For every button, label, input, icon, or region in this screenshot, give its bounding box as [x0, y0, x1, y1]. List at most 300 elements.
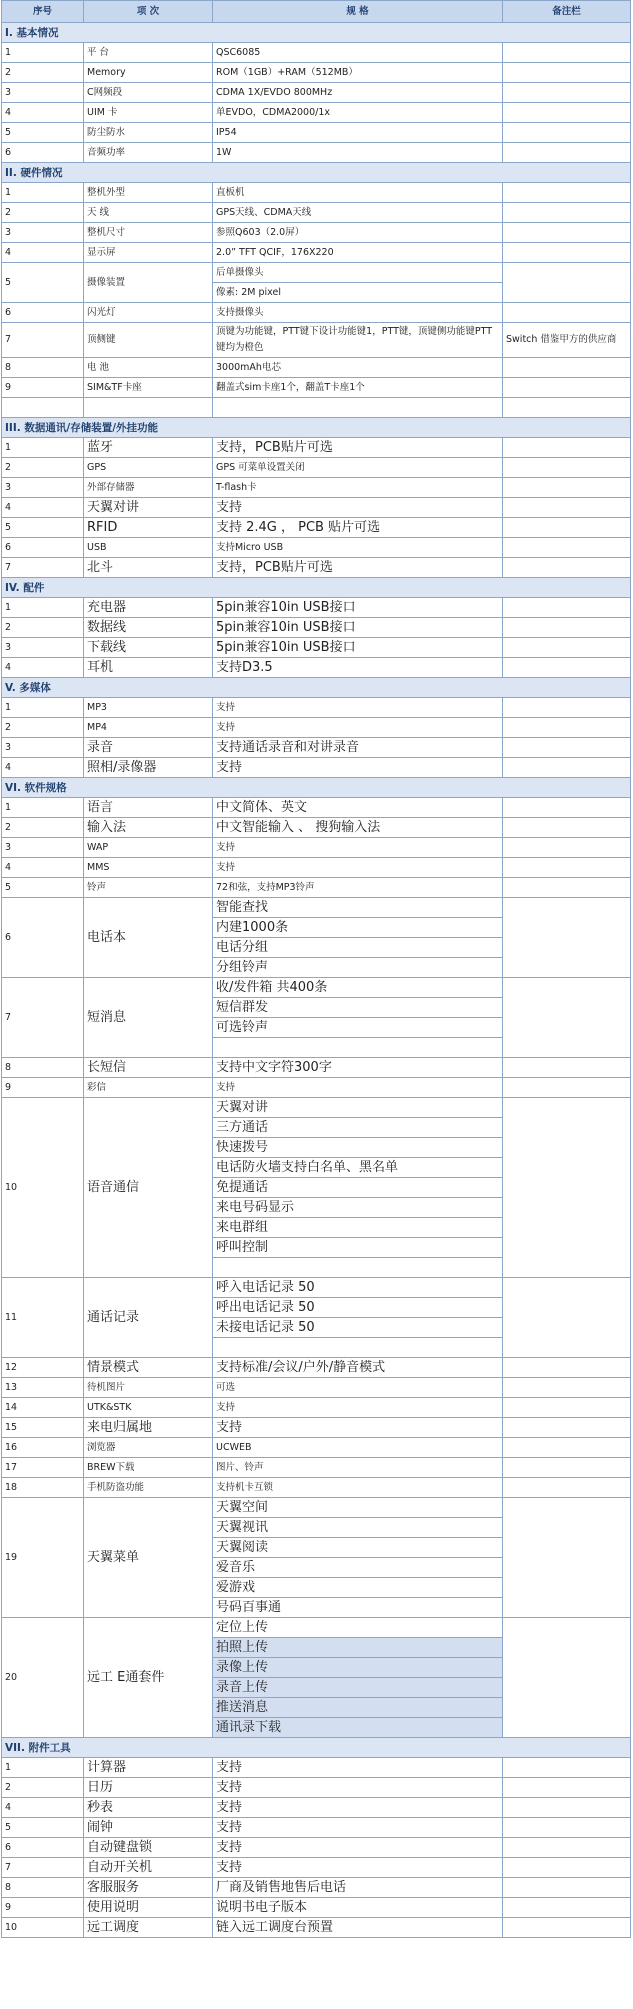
row-number: 11 [2, 1278, 84, 1358]
row-number: 6 [2, 143, 84, 163]
table-row [2, 1098, 631, 1118]
remark-cell [503, 718, 631, 738]
section-title: II. 硬件情况 [2, 163, 631, 183]
spec-value: 收/发件箱 共400条 [213, 978, 503, 998]
table-header-row [2, 1, 631, 23]
item-name: 北斗 [84, 558, 213, 578]
table-row [2, 798, 631, 818]
table-row [2, 1798, 631, 1818]
table-row [2, 658, 631, 678]
spec-value: GPS天线、CDMA天线 [213, 203, 503, 223]
spec-value: 支持 [213, 498, 503, 518]
spec-value [213, 1338, 503, 1358]
row-number: 3 [2, 478, 84, 498]
spec-value: 定位上传 [213, 1618, 503, 1638]
section-title: III. 数据通讯/存储装置/外挂功能 [2, 418, 631, 438]
remark-cell [503, 698, 631, 718]
table-row [2, 1078, 631, 1098]
table-row [2, 143, 631, 163]
table-row [2, 83, 631, 103]
table-row [2, 718, 631, 738]
section-header-row [2, 23, 631, 43]
spec-value: 电话防火墙支持白名单、黑名单 [213, 1158, 503, 1178]
item-name: 短消息 [84, 978, 213, 1058]
spec-value: 通讯录下载 [213, 1718, 503, 1738]
item-name: 音频功率 [84, 143, 213, 163]
spec-value: 支持 [213, 1758, 503, 1778]
item-name: 使用说明 [84, 1898, 213, 1918]
remark-cell [503, 1378, 631, 1398]
header-spec: 规 格 [213, 1, 503, 23]
table-row [2, 43, 631, 63]
remark-cell [503, 1478, 631, 1498]
item-name: 待机图片 [84, 1378, 213, 1398]
remark-cell [503, 518, 631, 538]
row-number: 6 [2, 1838, 84, 1858]
spec-value: 支持 2.4G ， PCB 贴片可选 [213, 518, 503, 538]
table-row [2, 63, 631, 83]
row-number: 1 [2, 598, 84, 618]
spec-value: 拍照上传 [213, 1638, 503, 1658]
section-header-row [2, 418, 631, 438]
item-name: 彩信 [84, 1078, 213, 1098]
table-row [2, 1898, 631, 1918]
spec-value: 可选 [213, 1378, 503, 1398]
item-name: 闪光灯 [84, 303, 213, 323]
table-row [2, 1498, 631, 1518]
item-name: 远工 E通套件 [84, 1618, 213, 1738]
spec-value: 翻盖式sim卡座1个，翻盖T卡座1个 [213, 378, 503, 398]
spec-value: 支持 [213, 1418, 503, 1438]
table-row [2, 1918, 631, 1938]
remark-cell [503, 243, 631, 263]
item-name: 浏览器 [84, 1438, 213, 1458]
item-name: GPS [84, 458, 213, 478]
spec-value: 支持 [213, 1078, 503, 1098]
item-name: 手机防盗功能 [84, 1478, 213, 1498]
spec-value: 链入远工调度台预置 [213, 1918, 503, 1938]
spec-value: 支持 [213, 1398, 503, 1418]
item-name: 显示屏 [84, 243, 213, 263]
row-number: 1 [2, 798, 84, 818]
spec-value: 录像上传 [213, 1658, 503, 1678]
item-name: 自动键盘锁 [84, 1838, 213, 1858]
spec-value: 支持 [213, 698, 503, 718]
section-title: VI. 软件规格 [2, 778, 631, 798]
remark-cell [503, 598, 631, 618]
remark-cell [503, 1498, 631, 1618]
spec-value: 支持 [213, 758, 503, 778]
table-row [2, 1278, 631, 1298]
remark-cell [503, 618, 631, 638]
item-name: RFID [84, 518, 213, 538]
row-number: 4 [2, 498, 84, 518]
remark-cell [503, 738, 631, 758]
item-name: 电 池 [84, 358, 213, 378]
remark-cell [503, 1918, 631, 1938]
table-row [2, 398, 631, 418]
item-name: 天 线 [84, 203, 213, 223]
remark-cell [503, 538, 631, 558]
remark-cell [503, 358, 631, 378]
table-row [2, 738, 631, 758]
row-number: 5 [2, 263, 84, 303]
row-number: 1 [2, 43, 84, 63]
table-row [2, 838, 631, 858]
spec-value: 直板机 [213, 183, 503, 203]
row-number: 4 [2, 243, 84, 263]
remark-cell [503, 143, 631, 163]
remark-cell [503, 1798, 631, 1818]
row-number: 2 [2, 718, 84, 738]
row-number: 7 [2, 1858, 84, 1878]
table-row [2, 1418, 631, 1438]
item-name: MP3 [84, 698, 213, 718]
item-name: 情景模式 [84, 1358, 213, 1378]
table-row [2, 858, 631, 878]
row-number: 2 [2, 818, 84, 838]
spec-value: 支持中文字符300字 [213, 1058, 503, 1078]
remark-cell [503, 223, 631, 243]
spec-value: 支持通话录音和对讲录音 [213, 738, 503, 758]
table-row [2, 243, 631, 263]
item-name: 充电器 [84, 598, 213, 618]
remark-cell [503, 858, 631, 878]
row-number: 6 [2, 898, 84, 978]
spec-value: 像素: 2M pixel [213, 283, 503, 303]
table-row [2, 1878, 631, 1898]
table-row [2, 1758, 631, 1778]
remark-cell [503, 1858, 631, 1878]
table-row [2, 1058, 631, 1078]
spec-value: 支持 [213, 1858, 503, 1878]
remark-cell [503, 303, 631, 323]
remark-cell [503, 1878, 631, 1898]
header-no: 序号 [2, 1, 84, 23]
section-title: I. 基本情况 [2, 23, 631, 43]
remark-cell [503, 558, 631, 578]
spec-value: 支持 [213, 858, 503, 878]
remark-cell [503, 878, 631, 898]
row-number: 4 [2, 1798, 84, 1818]
row-number: 9 [2, 378, 84, 398]
row-number: 6 [2, 538, 84, 558]
spec-value: 呼入电话记录 50 [213, 1278, 503, 1298]
spec-value: 天翼阅读 [213, 1538, 503, 1558]
table-row [2, 698, 631, 718]
item-name: UIM 卡 [84, 103, 213, 123]
item-name: 蓝牙 [84, 438, 213, 458]
remark-cell [503, 1058, 631, 1078]
row-number: 10 [2, 1098, 84, 1278]
spec-value: 1W [213, 143, 503, 163]
item-name: 整机外型 [84, 183, 213, 203]
row-number: 8 [2, 1878, 84, 1898]
row-number: 2 [2, 1778, 84, 1798]
item-name: 秒表 [84, 1798, 213, 1818]
remark-cell [503, 1098, 631, 1278]
table-row [2, 638, 631, 658]
table-row [2, 303, 631, 323]
remark-cell [503, 978, 631, 1058]
row-number: 13 [2, 1378, 84, 1398]
remark-cell: Switch 借鉴甲方的供应商 [503, 323, 631, 358]
remark-cell [503, 818, 631, 838]
remark-cell [503, 203, 631, 223]
spec-value: 快速拨号 [213, 1138, 503, 1158]
item-name: 电话本 [84, 898, 213, 978]
remark-cell [503, 1458, 631, 1478]
remark-cell [503, 263, 631, 303]
spec-value: 5pin兼容10in USB接口 [213, 598, 503, 618]
table-row [2, 103, 631, 123]
item-name: 摄像装置 [84, 263, 213, 303]
row-number: 17 [2, 1458, 84, 1478]
table-row [2, 323, 631, 358]
spec-value: 呼出电话记录 50 [213, 1298, 503, 1318]
table-row [2, 478, 631, 498]
row-number: 4 [2, 658, 84, 678]
remark-cell [503, 1758, 631, 1778]
spec-value: 5pin兼容10in USB接口 [213, 618, 503, 638]
row-number: 12 [2, 1358, 84, 1378]
header-item: 项 次 [84, 1, 213, 23]
row-number: 5 [2, 123, 84, 143]
item-name: 数据线 [84, 618, 213, 638]
spec-value: 5pin兼容10in USB接口 [213, 638, 503, 658]
row-number: 14 [2, 1398, 84, 1418]
spec-value: 中文简体、英文 [213, 798, 503, 818]
remark-cell [503, 758, 631, 778]
remark-cell [503, 1838, 631, 1858]
table-row [2, 818, 631, 838]
spec-value [213, 1258, 503, 1278]
remark-cell [503, 1398, 631, 1418]
remark-cell [503, 498, 631, 518]
table-row [2, 1458, 631, 1478]
item-name: 天翼菜单 [84, 1498, 213, 1618]
remark-cell [503, 83, 631, 103]
row-number: 3 [2, 838, 84, 858]
spec-value: 72和弦，支持MP3铃声 [213, 878, 503, 898]
spec-value: 图片、铃声 [213, 1458, 503, 1478]
table-row [2, 1618, 631, 1638]
item-name: 语言 [84, 798, 213, 818]
table-row [2, 203, 631, 223]
row-number: 7 [2, 978, 84, 1058]
remark-cell [503, 183, 631, 203]
spec-value: 支持 [213, 1818, 503, 1838]
spec-table-body [2, 23, 631, 1938]
item-name: 铃声 [84, 878, 213, 898]
remark-cell [503, 63, 631, 83]
spec-value: 呼叫控制 [213, 1238, 503, 1258]
remark-cell [503, 1898, 631, 1918]
spec-value: 录音上传 [213, 1678, 503, 1698]
remark-cell [503, 103, 631, 123]
item-name: 顶侧键 [84, 323, 213, 358]
spec-value: 后单摄像头 [213, 263, 503, 283]
row-number: 1 [2, 1758, 84, 1778]
remark-cell [503, 1438, 631, 1458]
item-name: 下载线 [84, 638, 213, 658]
item-name: 整机尺寸 [84, 223, 213, 243]
item-name: 通话记录 [84, 1278, 213, 1358]
row-number: 5 [2, 878, 84, 898]
table-row [2, 758, 631, 778]
item-name: MP4 [84, 718, 213, 738]
row-number: 18 [2, 1478, 84, 1498]
row-number: 2 [2, 203, 84, 223]
item-name: 计算器 [84, 1758, 213, 1778]
table-row [2, 1438, 631, 1458]
row-number: 2 [2, 63, 84, 83]
spec-value: 顶键为功能键，PTT键下设计功能键1，PTT键，顶键侧功能键PTT键均为橙色 [213, 323, 503, 358]
spec-value: IP54 [213, 123, 503, 143]
remark-cell [503, 1618, 631, 1738]
spec-value: 中文智能输入 、 搜狗输入法 [213, 818, 503, 838]
spec-table [1, 0, 631, 1938]
item-name: BREW下载 [84, 1458, 213, 1478]
row-number: 9 [2, 1898, 84, 1918]
spec-value: 短信群发 [213, 998, 503, 1018]
remark-cell [503, 43, 631, 63]
row-number: 3 [2, 738, 84, 758]
spec-value: 3000mAh电芯 [213, 358, 503, 378]
spec-value: 可选铃声 [213, 1018, 503, 1038]
remark-cell [503, 478, 631, 498]
table-row [2, 183, 631, 203]
spec-value [213, 1038, 503, 1058]
row-number: 10 [2, 1918, 84, 1938]
spec-value: 推送消息 [213, 1698, 503, 1718]
row-number: 7 [2, 558, 84, 578]
spec-value: QSC6085 [213, 43, 503, 63]
row-number: 8 [2, 1058, 84, 1078]
table-row [2, 618, 631, 638]
remark-cell [503, 398, 631, 418]
remark-cell [503, 1078, 631, 1098]
spec-value: 说明书电子版本 [213, 1898, 503, 1918]
section-header-row [2, 163, 631, 183]
spec-value: 参照Q603（2.0屏） [213, 223, 503, 243]
spec-value: 支持标准/会议/户外/静音模式 [213, 1358, 503, 1378]
spec-value: 来电号码显示 [213, 1198, 503, 1218]
spec-value: 支持 [213, 1798, 503, 1818]
row-number: 1 [2, 698, 84, 718]
section-title: V. 多媒体 [2, 678, 631, 698]
section-title: VII. 附件工具 [2, 1738, 631, 1758]
row-number: 4 [2, 758, 84, 778]
row-number: 3 [2, 83, 84, 103]
spec-value: 来电群组 [213, 1218, 503, 1238]
spec-value: 支持 [213, 1838, 503, 1858]
spec-value: 爱音乐 [213, 1558, 503, 1578]
spec-value: 支持机卡互锁 [213, 1478, 503, 1498]
table-row [2, 1858, 631, 1878]
table-row [2, 898, 631, 918]
section-header-row [2, 578, 631, 598]
item-name: 天翼对讲 [84, 498, 213, 518]
item-name: 外部存储器 [84, 478, 213, 498]
section-title: IV. 配件 [2, 578, 631, 598]
spec-value: 支持 [213, 838, 503, 858]
row-number [2, 398, 84, 418]
table-row [2, 263, 631, 283]
spec-value: ROM（1GB）+RAM（512MB） [213, 63, 503, 83]
remark-cell [503, 123, 631, 143]
row-number: 3 [2, 638, 84, 658]
row-number: 9 [2, 1078, 84, 1098]
item-name: Memory [84, 63, 213, 83]
row-number: 4 [2, 103, 84, 123]
spec-value [213, 398, 503, 418]
spec-value: 2.0” TFT QCIF，176X220 [213, 243, 503, 263]
table-row [2, 1838, 631, 1858]
row-number: 5 [2, 1818, 84, 1838]
table-row [2, 1478, 631, 1498]
row-number: 1 [2, 183, 84, 203]
spec-value: 支持，PCB贴片可选 [213, 558, 503, 578]
item-name [84, 398, 213, 418]
section-header-row [2, 778, 631, 798]
section-header-row [2, 1738, 631, 1758]
table-row [2, 123, 631, 143]
remark-cell [503, 1818, 631, 1838]
row-number: 7 [2, 323, 84, 358]
spec-value: 支持摄像头 [213, 303, 503, 323]
table-row [2, 538, 631, 558]
spec-value: 免提通话 [213, 1178, 503, 1198]
item-name: 客服服务 [84, 1878, 213, 1898]
table-row [2, 498, 631, 518]
spec-value: 厂商及销售地售后电话 [213, 1878, 503, 1898]
item-name: WAP [84, 838, 213, 858]
remark-cell [503, 1418, 631, 1438]
spec-value: 单EVDO，CDMA2000/1x [213, 103, 503, 123]
remark-cell [503, 438, 631, 458]
spec-value: CDMA 1X/EVDO 800MHz [213, 83, 503, 103]
item-name: 来电归属地 [84, 1418, 213, 1438]
spec-value: 电话分组 [213, 938, 503, 958]
remark-cell [503, 1778, 631, 1798]
table-row [2, 1378, 631, 1398]
table-row [2, 1818, 631, 1838]
table-row [2, 518, 631, 538]
spec-value: 号码百事通 [213, 1598, 503, 1618]
spec-value: 三方通话 [213, 1118, 503, 1138]
row-number: 1 [2, 438, 84, 458]
table-row [2, 1398, 631, 1418]
table-row [2, 878, 631, 898]
table-row [2, 558, 631, 578]
item-name: C网频段 [84, 83, 213, 103]
table-row [2, 438, 631, 458]
row-number: 4 [2, 858, 84, 878]
row-number: 3 [2, 223, 84, 243]
remark-cell [503, 378, 631, 398]
table-row [2, 378, 631, 398]
row-number: 5 [2, 518, 84, 538]
item-name: 耳机 [84, 658, 213, 678]
table-row [2, 458, 631, 478]
item-name: 照相/录像器 [84, 758, 213, 778]
spec-value: 支持 [213, 1778, 503, 1798]
spec-value: 支持 [213, 718, 503, 738]
spec-value: 支持D3.5 [213, 658, 503, 678]
row-number: 2 [2, 458, 84, 478]
row-number: 6 [2, 303, 84, 323]
